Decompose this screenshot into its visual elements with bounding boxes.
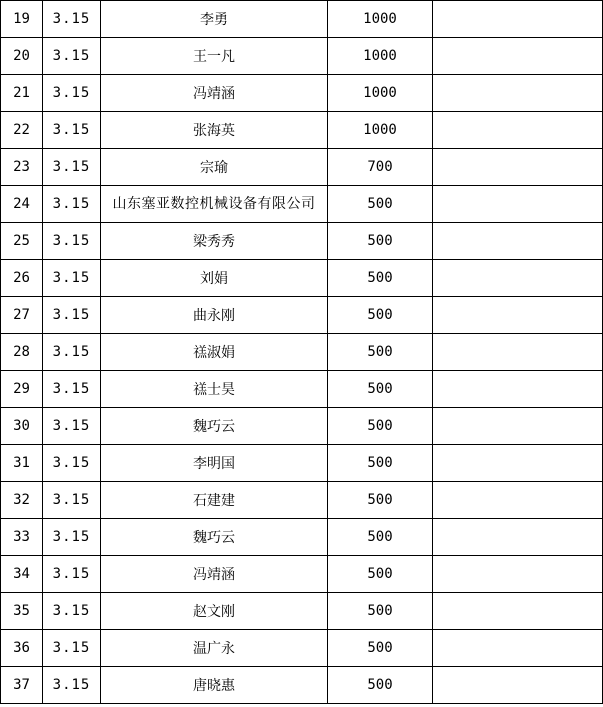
amount-cell: 500 [328,630,433,667]
amount-cell: 500 [328,297,433,334]
donor-name-cell: 赵文刚 [101,593,328,630]
note-cell [433,149,603,186]
date-cell: 3.15 [43,630,101,667]
donor-name-cell: 冯靖涵 [101,75,328,112]
row-number-cell: 27 [1,297,43,334]
row-number-cell: 32 [1,482,43,519]
table-row [1,408,603,445]
donor-name-cell: 李明国 [101,445,328,482]
note-cell [433,1,603,38]
row-number-cell: 28 [1,334,43,371]
amount-cell: 500 [328,371,433,408]
row-number-cell: 29 [1,371,43,408]
date-cell: 3.15 [43,371,101,408]
table-row [1,334,603,371]
row-number-cell: 33 [1,519,43,556]
amount-cell: 500 [328,186,433,223]
amount-cell: 500 [328,519,433,556]
note-cell [433,75,603,112]
amount-cell: 500 [328,482,433,519]
amount-cell: 500 [328,260,433,297]
note-cell [433,482,603,519]
date-cell: 3.15 [43,408,101,445]
row-number-cell: 31 [1,445,43,482]
table-row [1,667,603,704]
note-cell [433,593,603,630]
amount-cell: 1000 [328,1,433,38]
table-row [1,75,603,112]
note-cell [433,112,603,149]
table-row [1,297,603,334]
date-cell: 3.15 [43,186,101,223]
table-row [1,149,603,186]
date-cell: 3.15 [43,482,101,519]
date-cell: 3.15 [43,519,101,556]
amount-cell: 1000 [328,75,433,112]
amount-cell: 500 [328,667,433,704]
donor-name-cell: 石建建 [101,482,328,519]
table-row [1,38,603,75]
note-cell [433,38,603,75]
note-cell [433,186,603,223]
table-row [1,371,603,408]
amount-cell: 500 [328,593,433,630]
note-cell [433,519,603,556]
note-cell [433,408,603,445]
date-cell: 3.15 [43,593,101,630]
donor-name-cell: 李勇 [101,1,328,38]
table-row [1,112,603,149]
donor-name-cell: 山东塞亚数控机械设备有限公司 [101,186,328,223]
table-row [1,223,603,260]
row-number-cell: 26 [1,260,43,297]
amount-cell: 1000 [328,38,433,75]
row-number-cell: 24 [1,186,43,223]
row-number-cell: 30 [1,408,43,445]
date-cell: 3.15 [43,149,101,186]
donor-name-cell: 曲永刚 [101,297,328,334]
amount-cell: 500 [328,556,433,593]
amount-cell: 500 [328,408,433,445]
table-row [1,482,603,519]
date-cell: 3.15 [43,38,101,75]
donor-name-cell: 温广永 [101,630,328,667]
date-cell: 3.15 [43,1,101,38]
donor-name-cell: 张海英 [101,112,328,149]
row-number-cell: 37 [1,667,43,704]
amount-cell: 500 [328,223,433,260]
table-row [1,445,603,482]
date-cell: 3.15 [43,334,101,371]
note-cell [433,556,603,593]
note-cell [433,667,603,704]
row-number-cell: 36 [1,630,43,667]
row-number-cell: 35 [1,593,43,630]
table-row [1,593,603,630]
donor-name-cell: 禚士昊 [101,371,328,408]
donor-name-cell: 王一凡 [101,38,328,75]
note-cell [433,297,603,334]
row-number-cell: 22 [1,112,43,149]
row-number-cell: 20 [1,38,43,75]
table-row [1,556,603,593]
amount-cell: 500 [328,445,433,482]
row-number-cell: 34 [1,556,43,593]
donor-name-cell: 宗瑜 [101,149,328,186]
note-cell [433,223,603,260]
date-cell: 3.15 [43,556,101,593]
row-number-cell: 23 [1,149,43,186]
note-cell [433,445,603,482]
amount-cell: 1000 [328,112,433,149]
donor-name-cell: 刘娟 [101,260,328,297]
donor-name-cell: 禚淑娟 [101,334,328,371]
donor-name-cell: 梁秀秀 [101,223,328,260]
table-body [1,1,603,704]
donor-name-cell: 唐晓惠 [101,667,328,704]
donor-name-cell: 冯靖涵 [101,556,328,593]
donor-name-cell: 魏巧云 [101,408,328,445]
table-row [1,630,603,667]
amount-cell: 700 [328,149,433,186]
date-cell: 3.15 [43,112,101,149]
note-cell [433,260,603,297]
row-number-cell: 25 [1,223,43,260]
table-row [1,1,603,38]
row-number-cell: 19 [1,1,43,38]
date-cell: 3.15 [43,445,101,482]
date-cell: 3.15 [43,223,101,260]
donor-name-cell: 魏巧云 [101,519,328,556]
date-cell: 3.15 [43,75,101,112]
amount-cell: 500 [328,334,433,371]
table-row [1,519,603,556]
row-number-cell: 21 [1,75,43,112]
note-cell [433,630,603,667]
date-cell: 3.15 [43,297,101,334]
date-cell: 3.15 [43,667,101,704]
table-row [1,186,603,223]
date-cell: 3.15 [43,260,101,297]
table-row [1,260,603,297]
note-cell [433,334,603,371]
note-cell [433,371,603,408]
